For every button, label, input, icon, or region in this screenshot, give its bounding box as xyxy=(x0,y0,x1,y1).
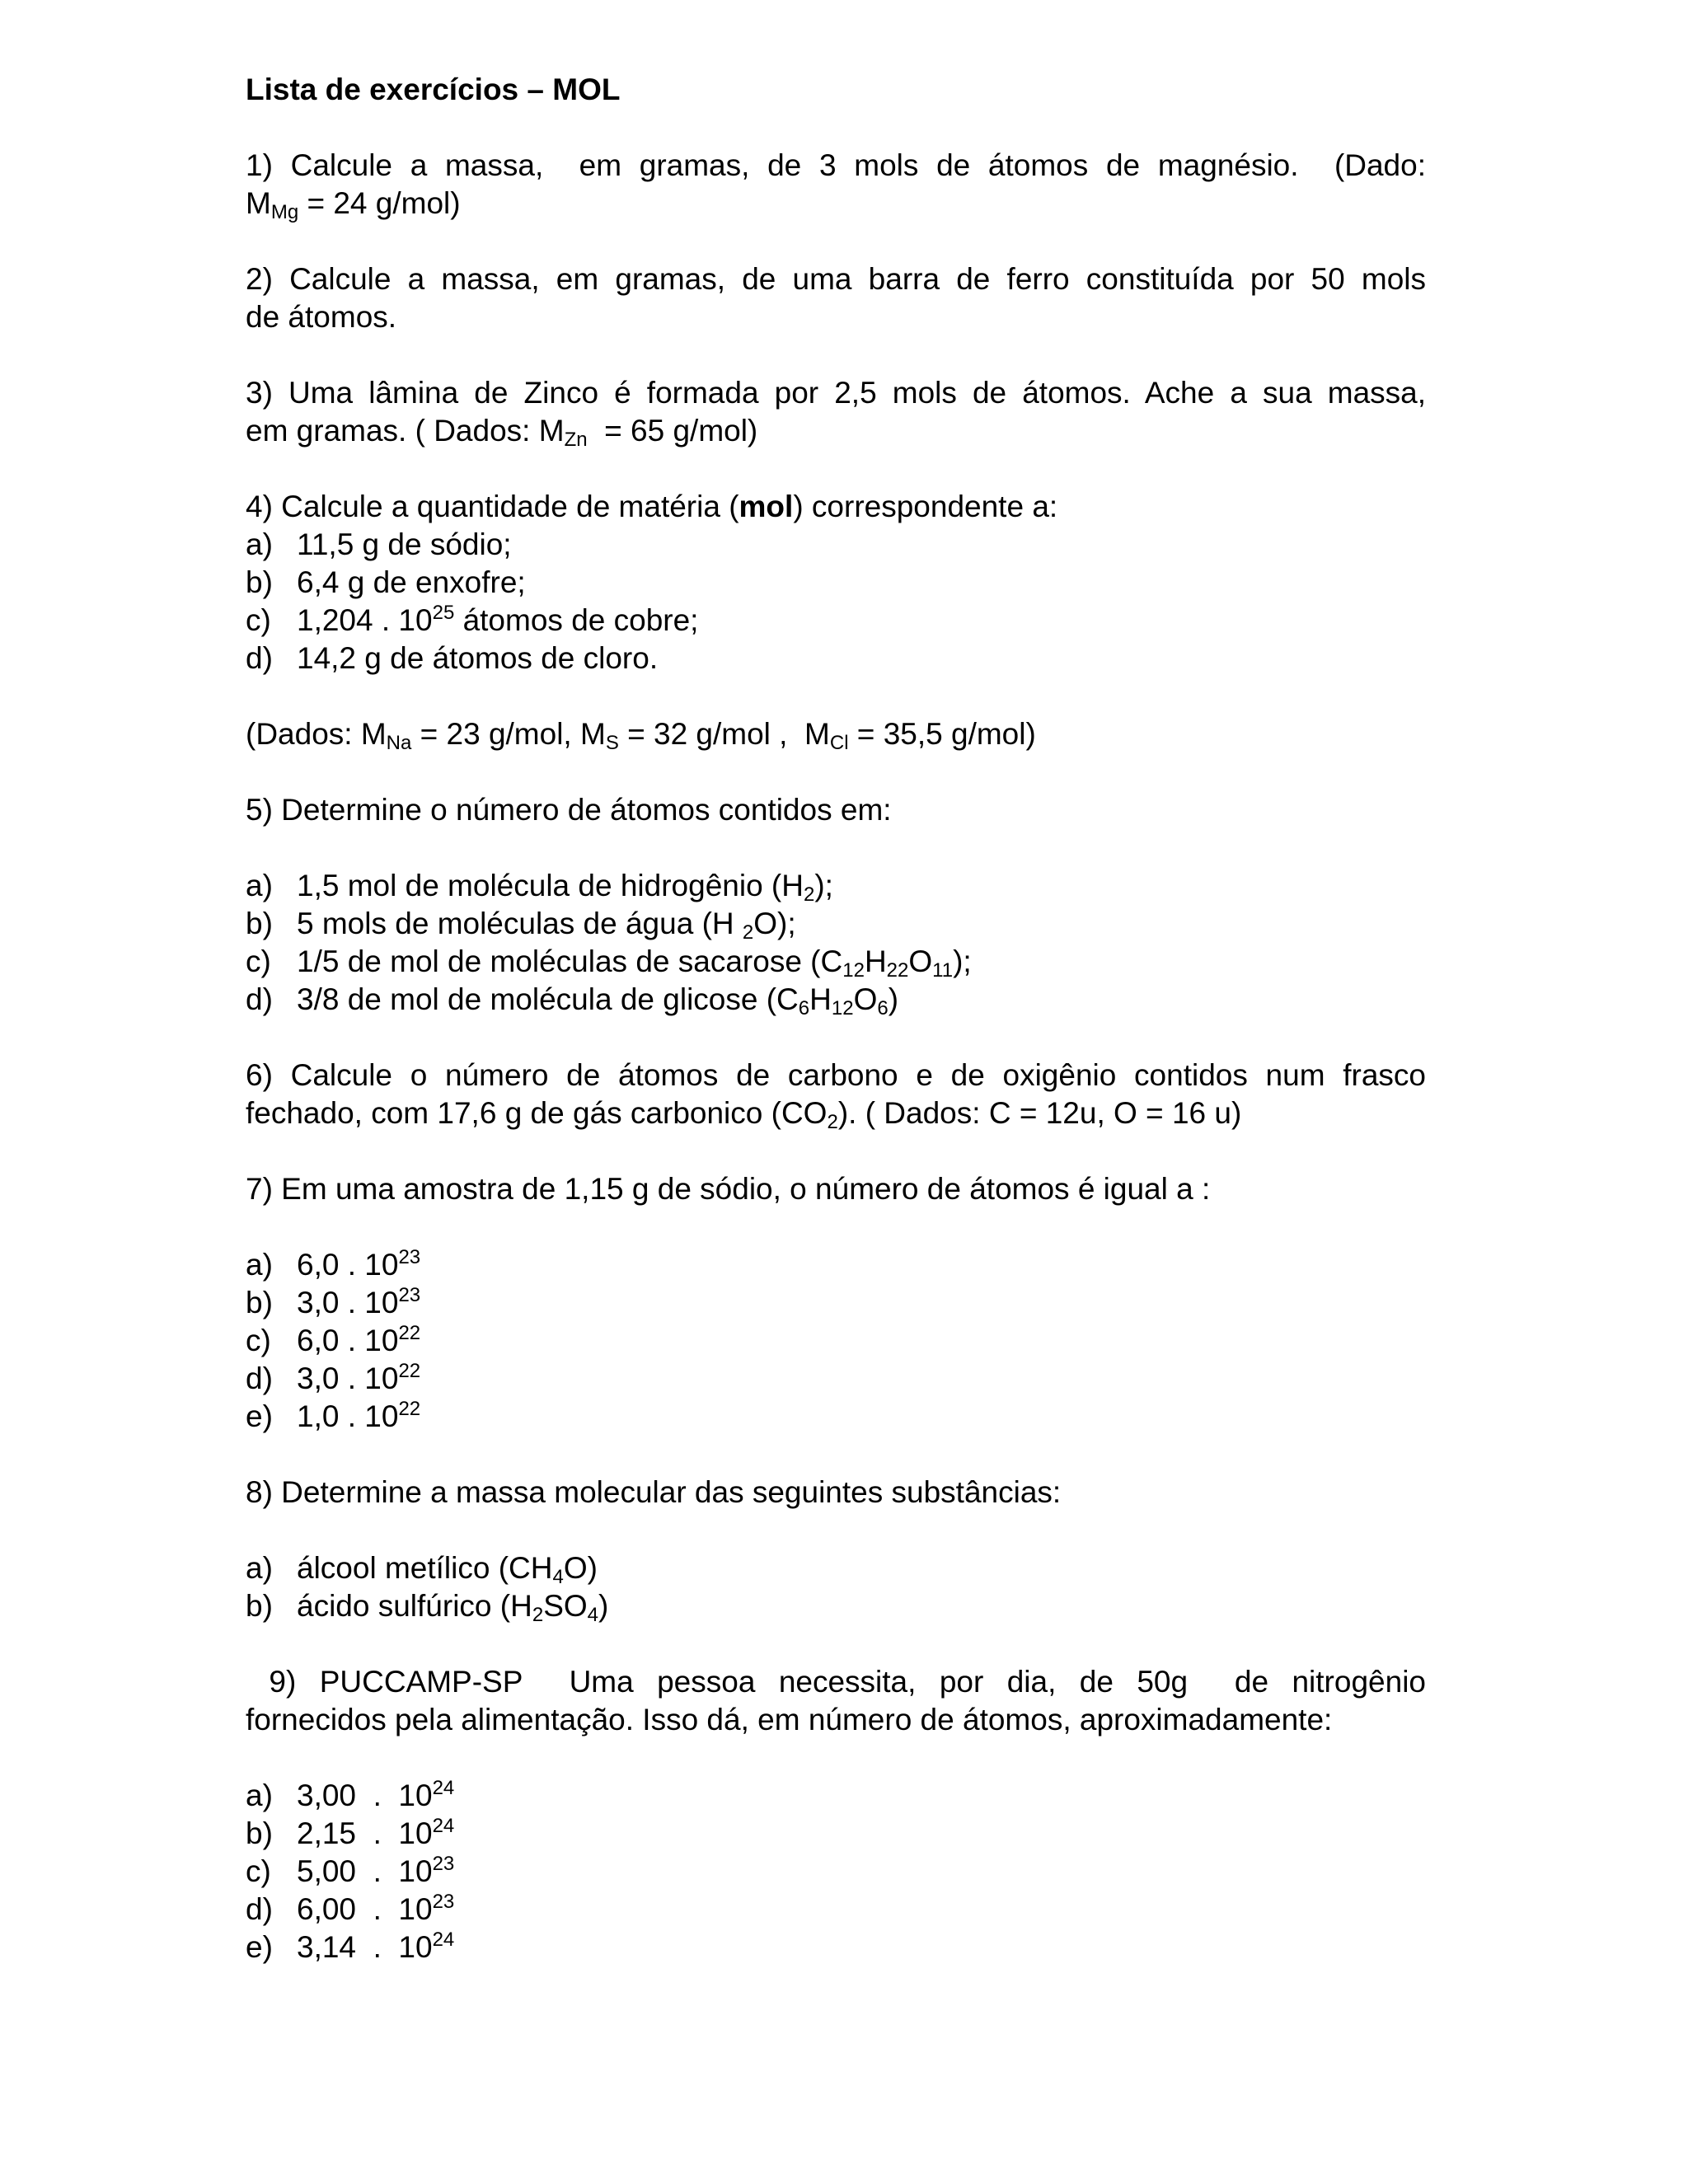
list-item: d) 14,2 g de átomos de cloro. xyxy=(246,641,659,675)
question-1 xyxy=(246,147,1426,223)
question-4-data: (Dados: $M_{Na} = 23$ g/mol, $M_S = 32$ g/mol , $M_{Cl} = 35,5$ g/mol) xyxy=(246,717,1036,754)
list-item: d) 3/8 de mol de molécula de glicose $(C_6H_{12}O_6)$ xyxy=(246,982,899,1019)
question-1-text: 1) Calcule a massa, em gramas, de 3 mols de átomos de magnésio. (Dado: xyxy=(246,148,1426,182)
question-6 xyxy=(246,1057,1426,1132)
option-item: c) 5,00 . $10^{23}$ xyxy=(246,1853,455,1888)
question-5 xyxy=(246,791,1426,1019)
question-1-data: $M_{Mg} = 24$ g/mol) xyxy=(246,186,461,223)
question-4 xyxy=(246,488,1426,753)
list-item: c) 1/5 de mol de moléculas de sacarose $(C_{12}H_{22}O_{11})$; xyxy=(246,944,972,982)
question-8-text: 8) Determine a massa molecular das seguintes substâncias: xyxy=(246,1475,1062,1509)
option-item: a) 6,0 . $10^{23}$ xyxy=(246,1246,421,1282)
question-8 xyxy=(246,1474,1426,1625)
question-6-text-cont: fechado, com 17,6 g de gás carbonico $(CO_2)$. ( Dados: C = 12u, O = 16 u) xyxy=(246,1096,1242,1133)
list-item: b) 6,4 g de enxofre; xyxy=(246,565,526,599)
list-item: b) ácido sulfúrico $(H_2SO_4)$ xyxy=(246,1589,609,1626)
question-9-text-cont: fornecidos pela alimentação. Isso dá, em número de átomos, aproximadamente: xyxy=(246,1703,1333,1736)
document-page xyxy=(246,71,1426,1966)
question-6-text: 6) Calcule o número de átomos de carbono e de oxigênio contidos num frasco xyxy=(246,1058,1426,1092)
question-9 xyxy=(246,1663,1426,1966)
option-item: a) 3,00 . $10^{24}$ xyxy=(246,1777,455,1812)
option-item: d) 6,00 . $10^{23}$ xyxy=(246,1891,455,1926)
list-item: a) álcool metílico $(CH_4O)$ xyxy=(246,1551,598,1588)
question-7-text: 7) Em uma amostra de 1,15 g de sódio, o número de átomos é igual a : xyxy=(246,1172,1211,1206)
option-item: b) 3,0 . $10^{23}$ xyxy=(246,1284,421,1319)
list-item: c) 1,204 . $10^{25}$ átomos de cobre; xyxy=(246,602,699,637)
question-2-text: 2) Calcule a massa, em gramas, de uma barra de ferro constituída por 50 mols xyxy=(246,262,1426,296)
question-3-text: 3) Uma lâmina de Zinco é formada por 2,5 mols de átomos. Ache a sua massa, xyxy=(246,376,1426,410)
option-item: b) 2,15 . $10^{24}$ xyxy=(246,1815,455,1850)
question-9-text: 9) PUCCAMP-SP Uma pessoa necessita, por dia, de 50g de nitrogênio xyxy=(246,1665,1426,1699)
question-7 xyxy=(246,1170,1426,1436)
option-item: d) 3,0 . $10^{22}$ xyxy=(246,1360,421,1395)
question-5-text: 5) Determine o número de átomos contidos em: xyxy=(246,793,892,827)
option-item: e) 3,14 . $10^{24}$ xyxy=(246,1929,455,1964)
question-2-text-cont: de átomos. xyxy=(246,300,397,334)
page-title: Lista de exercícios – MOL xyxy=(246,73,621,106)
question-3 xyxy=(246,374,1426,450)
list-item: b) 5 mols de moléculas de água (H $_2$O); xyxy=(246,907,796,944)
option-item: c) 6,0 . $10^{22}$ xyxy=(246,1322,421,1357)
question-4-text: 4) Calcule a quantidade de matéria (mol) correspondente a: xyxy=(246,490,1058,523)
question-3-data: em gramas. ( Dados: $M_{Zn} = 65$ g/mol) xyxy=(246,414,758,451)
list-item: a) 1,5 mol de molécula de hidrogênio $(H_2)$; xyxy=(246,869,833,906)
question-2 xyxy=(246,260,1426,336)
list-item: a) 11,5 g de sódio; xyxy=(246,527,512,561)
option-item: e) 1,0 . $10^{22}$ xyxy=(246,1398,421,1433)
